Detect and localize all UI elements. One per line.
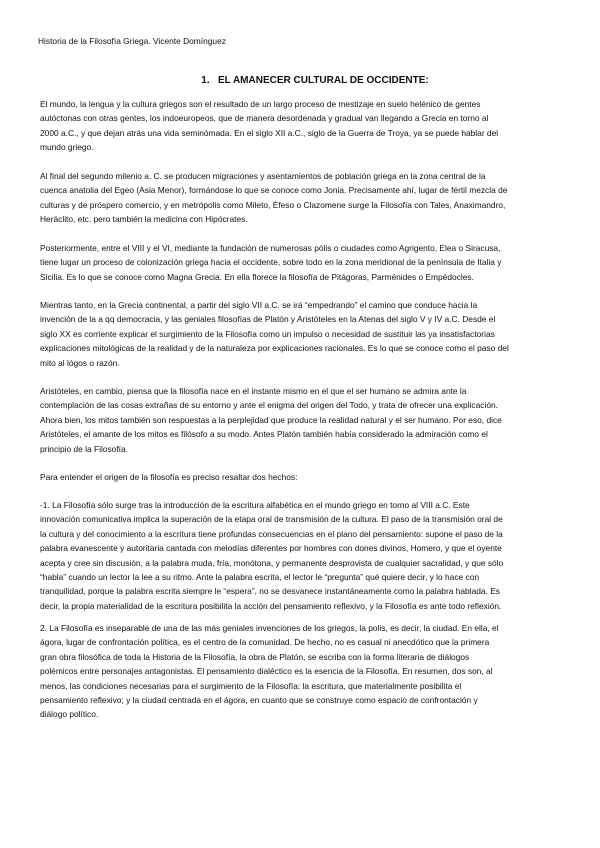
text-line: Ahora bien, los mitos también son respuestas a la perplejidad que produce la realidad natural y el ser humano. Por eso, dice — [40, 414, 502, 425]
section-title: 1. EL AMANECER CULTURAL DE OCCIDENTE: — [201, 75, 429, 86]
text-line: menos, las condiciones necesarias para el surgimiento de la Filosofía: la escritura, que materialmente posibilita el — [40, 680, 462, 691]
text-line: culturas y de próspero comercio, y en metrópolis como Mileto, Éfeso o Clazomene surge la Filosofía con Tales, Anaximandro, — [40, 199, 506, 210]
text-line: mito al lógos o razón. — [40, 357, 120, 368]
running-header: Historia de la Filosofía Griega. Vicente Domínguez — [38, 36, 226, 46]
text-line: explicaciones mitológicas de la realidad y de la naturaleza por explicaciones racionales. Es lo que se conoce como el paso del — [40, 343, 509, 354]
text-line: diálogo político. — [40, 709, 99, 720]
paragraph-intro-facts — [40, 470, 580, 484]
text-line: cuenca anatolia del Egeo (Asia Menor), formándose lo que se conoce como Jonia. Precisamente ahí, lugar de fértil mezcla de — [40, 185, 508, 196]
text-line: Sicilia. Es lo que se conoce como Magna Grecia. En ella florece la filosofía de Pitágoras, Parménides o Empédocles. — [40, 271, 474, 282]
text-line: principio de la Filosofía. — [40, 443, 128, 454]
text-line: polémicos entre personajes antagonistas. El pensamiento dialéctico es la esencia de la Filosofía. En resumen, dos son, al — [40, 666, 493, 677]
text-line: 2. La Filosofía es inseparable de una de las más geniales invenciones de los griegos, la polis, es decir, la ciudad. En ella, el — [40, 623, 499, 633]
text-line: 2000 a.C., y que dejan atrás una vida seminómada. En el siglo XII a.C., siglo de la Guerra de Troya, ya se puede hablar del — [40, 127, 499, 138]
text-line: mundo griego. — [40, 142, 94, 153]
text-line: decir, la propia materialidad de la escritura posibilita la acción del pensamiento reflexivo, y la Filosofía es ante todo reflexión. — [40, 600, 502, 611]
paragraph-aristotle — [40, 384, 580, 456]
text-line: Aristóteles, en cambio, piensa que la filosofía nace en el instante mismo en el que el ser humano se admira ante la — [40, 386, 467, 396]
text-line: tranquilidad, porque la palabra escrita siempre le “espera”, no se desvanece instantáneamente como la palabra hablada. Es — [40, 586, 500, 597]
text-line: Mientras tanto, en la Grecia continental, a partir del siglo VII a.C. se irá “empedrando” el camino que conduce hacia la — [40, 300, 478, 310]
text-line: Al final del segundo milenio a. C. se producen migraciones y asentamientos de población griega en la zona central de la — [40, 171, 486, 181]
text-line: pensamiento reflexivo; y la ciudad centrada en el ágora, en cuanto que se construye como espacio de confrontación y — [40, 694, 478, 705]
text-line: invención de la a qq democracia, y las geniales filosofías de Platón y Aristóteles en la Atenas del siglo V y IV a.C. Desde el — [40, 314, 496, 325]
text-line: “habla” cuando un lector la lee a su ritmo. Ante la palabra escrita, el lector le “pregunta” qué quiere decir, y lo hace con — [40, 571, 480, 582]
text-line: autóctonas con otras gentes, los indoeuropeos, que de manera desordenada y gradual van llegando a Grecia en torno al — [40, 113, 489, 124]
text-line: Para entender el origen de la filosofía es preciso resaltar dos hechos: — [40, 472, 298, 482]
text-line: -1. La Filosofía sólo surge tras la introducción de la escritura alfabética en el mundo griego en torno al VIII a.C. Este — [40, 500, 470, 510]
text-line: Heráclito, etc. pero también la medicina con Hipócrates. — [40, 214, 248, 225]
paragraph-mythos-logos — [40, 298, 580, 370]
text-line: la cultura y del conocimiento a la escritura tiene profundas consecuencias en el plano del pensamiento: supone el paso de la — [40, 528, 503, 539]
text-line: innovación comunicativa implica la superación de la etapa oral de transmisión de la cultura. El paso de la transmisión oral de — [40, 514, 503, 525]
paragraph-ionia — [40, 169, 580, 227]
text-line: siglo XX es corriente explicar el surgimiento de la Filosofía como un impulso o necesidad de sustituir las ya insatisfactorias — [40, 328, 495, 339]
text-line: palabra evanescente y autoritaria cantada con melodías diferentes por hombres con dones divinos, Homero, y que el oyente — [40, 543, 502, 554]
text-line: tiene lugar un proceso de colonización griega hacia el occidente, sobre todo en la zona meridional de la península de Italia y — [40, 257, 502, 268]
paragraph-greek-origins — [40, 97, 580, 155]
text-line: El mundo, la lengua y la cultura griegos son el resultado de un largo proceso de mestizaje en suelo helénico de gentes — [40, 99, 481, 109]
text-line: gran obra filosófica de toda la Historia de la Filosofía, la obra de Platón, se escriba con la forma literaria de diálogos — [40, 651, 470, 662]
text-line: acepta y cree sin discusión, a la palabra muda, fría, monótona, y permanente desprovista de cualquier sacralidad, y que sólo — [40, 557, 504, 568]
text-line: ágora, lugar de confrontación política, es el centro de la comunidad. De hecho, no es casual ni anecdótico que la primera — [40, 637, 490, 648]
paragraph-fact-writing — [40, 498, 580, 613]
text-line: Posteriormente, entre el VIII y el VI, mediante la fundación de numerosas pólis o ciudades como Agrigento, Elea o Siracusa, — [40, 243, 501, 253]
text-line: contemplación de las cosas extrañas de su entorno y ante el enigma del origen del Todo, y trata de ofrecer una explicación. — [40, 400, 498, 411]
paragraph-fact-polis — [40, 621, 580, 722]
paragraph-magna-grecia — [40, 241, 580, 284]
text-line: Aristóteles, el amante de los mitos es filósofo a su modo. Antes Platón también había considerado la admiración como el — [40, 429, 488, 440]
